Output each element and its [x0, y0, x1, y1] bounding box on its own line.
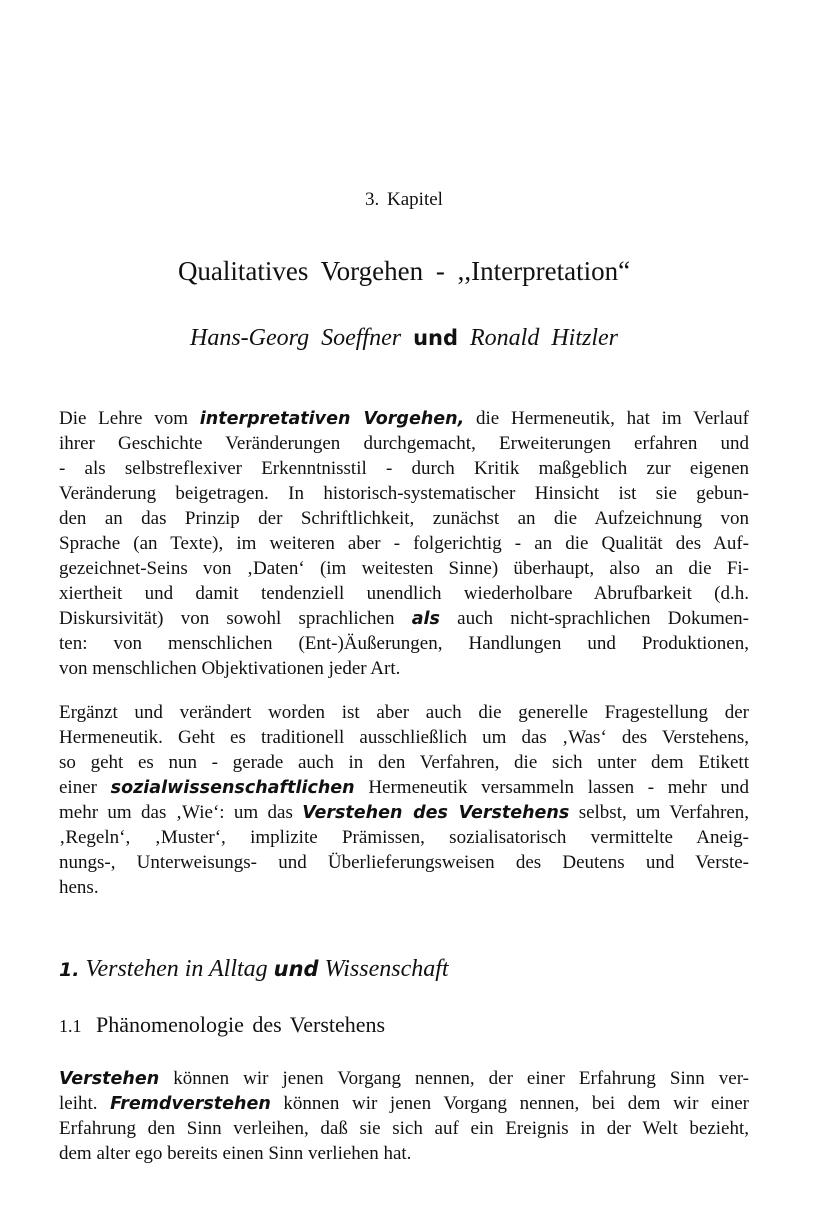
- emphasis-term: Verstehen des Verstehens: [302, 803, 570, 823]
- emphasis-term: Fremdverstehen: [110, 1094, 271, 1114]
- paragraph-line: den an das Prinzip der Schriftlichkeit, zunächst an die Aufzeichnung von: [59, 508, 749, 529]
- paragraph-line: [59, 606, 749, 631]
- text-run: Die Lehre vom: [59, 408, 189, 429]
- paragraph-line: [59, 406, 749, 431]
- paragraph-line: [59, 1091, 749, 1116]
- text-run: die Hermeneutik, hat im Verlauf: [476, 408, 750, 429]
- text-run: leiht.: [59, 1093, 98, 1114]
- paragraph-line: Hermeneutik. Geht es traditionell ausschließlich um das ‚Was‘ des Verstehens,: [59, 727, 749, 748]
- paragraph-line: [59, 775, 749, 800]
- text-run: selbst, um Verfahren,: [578, 802, 750, 823]
- paragraph-intro: [59, 406, 749, 681]
- paragraph-line: dem alter ego bereits einen Sinn verliehen hat.: [59, 1143, 412, 1164]
- emphasis-term: interpretativen Vorgehen,: [199, 409, 465, 429]
- paragraph-line: xiertheit und damit tendenziell unendlich wiederholbare Abrufbarkeit (d.h.: [59, 583, 749, 604]
- text-run: auch nicht-sprachlichen Dokumen-: [457, 608, 749, 629]
- text-run: können wir jenen Vorgang nennen, bei dem wir einer: [283, 1093, 749, 1114]
- subsection-heading: [59, 1012, 385, 1038]
- paragraph-line: von menschlichen Objektivationen jeder Art.: [59, 658, 401, 679]
- text-run: können wir jenen Vorgang nennen, der einer Erfahrung Sinn ver-: [173, 1068, 749, 1089]
- paragraph-line: Veränderung beigetragen. In historisch-systematischer Hinsicht ist sie gebun-: [59, 483, 749, 504]
- emphasis-term: als: [411, 609, 440, 629]
- text-run: einer: [59, 777, 97, 798]
- paragraph-line: ihrer Geschichte Veränderungen durchgemacht, Erweiterungen erfahren und: [59, 433, 749, 454]
- section-title-part: Verstehen in Alltag: [85, 956, 268, 982]
- paragraph-line: Erfahrung den Sinn verleihen, daß sie sich auf ein Ereignis in der Welt bezieht,: [59, 1118, 749, 1139]
- author-first: Hans-Georg Soeffner: [189, 325, 402, 351]
- paragraph-line: Sprache (an Texte), im weiteren aber - folgerichtig - an die Qualität des Auf-: [59, 533, 749, 554]
- paragraph-line: ‚Regeln‘, ‚Muster‘, implizite Prämissen, sozialisatorisch vermittelte Aneig-: [59, 827, 749, 848]
- paragraph-line: Ergänzt und verändert worden ist aber auch die generelle Fragestellung der: [59, 702, 749, 723]
- author-second: Ronald Hitzler: [470, 325, 618, 351]
- text-run: Diskursivität) von sowohl sprachlichen: [59, 608, 395, 629]
- section-number: 1.: [59, 959, 80, 981]
- emphasis-term: sozialwissenschaftlichen: [110, 778, 355, 798]
- paragraph-definition: [59, 1066, 749, 1166]
- paragraph-line: nungs-, Unterweisungs- und Überlieferungsweisen des Deutens und Verste-: [59, 852, 749, 873]
- paragraph-second: [59, 700, 749, 900]
- paragraph-line: gezeichnet-Seins von ‚Daten‘ (im weitesten Sinne) überhaupt, also an die Fi-: [59, 558, 749, 579]
- text-run: mehr um das ‚Wie‘: um das: [59, 802, 293, 823]
- subsection-title: Phänomenologie des Verstehens: [96, 1012, 386, 1037]
- text-run: Hermeneutik versammeln lassen - mehr und: [368, 777, 750, 798]
- paragraph-line: hens.: [59, 877, 99, 898]
- authors-conjunction: und: [413, 326, 458, 350]
- paragraph-line: so geht es nun - gerade auch in den Verfahren, die sich unter dem Etikett: [59, 752, 749, 773]
- paragraph-line: [59, 800, 749, 825]
- section-heading: [59, 956, 449, 983]
- paragraph-line: ten: von menschlichen (Ent-)Äußerungen, Handlungen und Produktionen,: [59, 633, 749, 654]
- paragraph-line: [59, 1066, 749, 1091]
- chapter-label: 3. Kapitel: [365, 189, 443, 210]
- emphasis-term: Verstehen: [59, 1069, 160, 1089]
- section-title-part: Wissenschaft: [324, 956, 449, 982]
- paragraph-line: - als selbstreflexiver Erkenntnisstil - durch Kritik maßgeblich zur eigenen: [59, 458, 749, 479]
- page-title: Qualitatives Vorgehen - ,,Interpretation“: [177, 256, 631, 286]
- section-title-conjunction: und: [273, 957, 319, 981]
- authors-line: [59, 325, 749, 352]
- subsection-number: 1.1: [59, 1016, 82, 1036]
